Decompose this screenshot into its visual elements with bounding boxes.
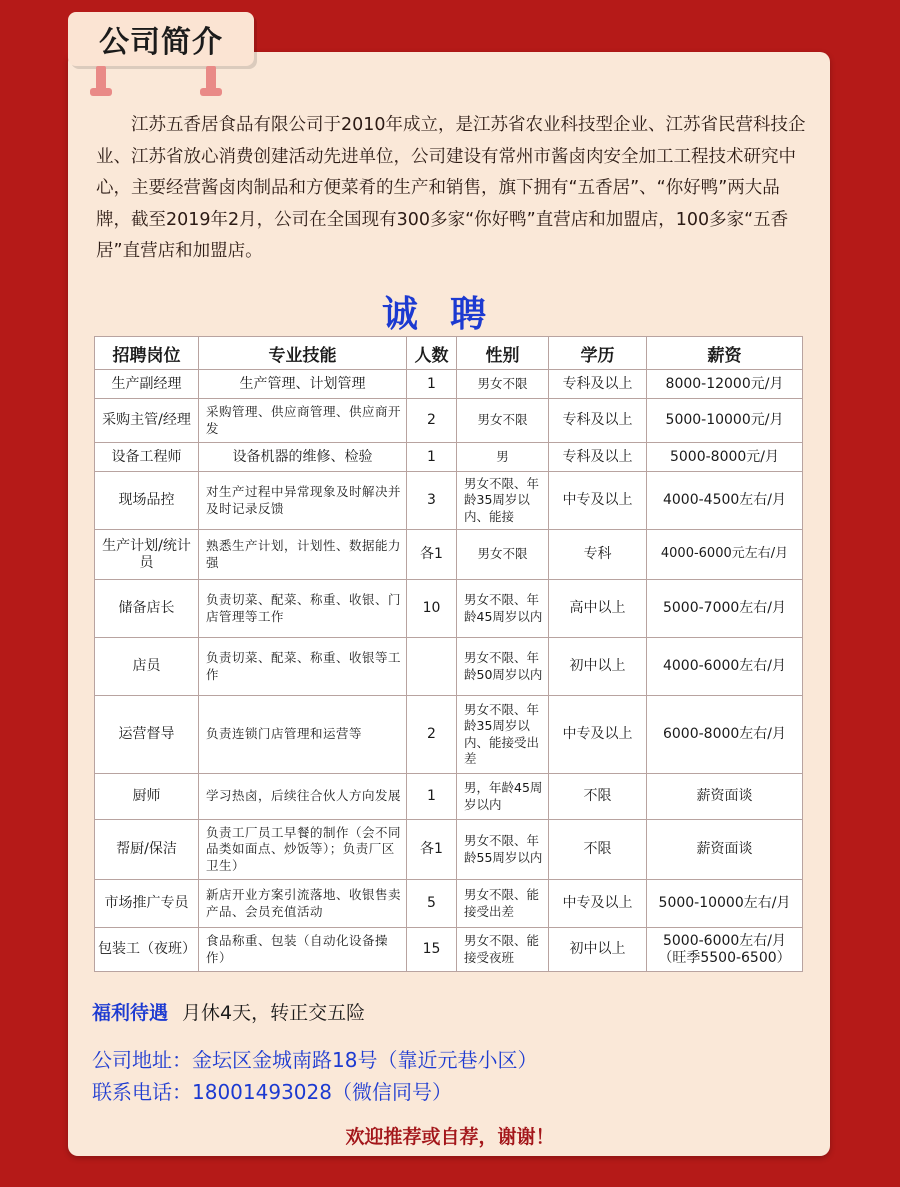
table-row bbox=[95, 928, 803, 972]
section-title: 公司简介 bbox=[99, 25, 223, 60]
cell-count: 1 bbox=[407, 443, 457, 472]
cell-count bbox=[407, 638, 457, 696]
cell-gender: 男女不限、年龄35周岁以内、能接 bbox=[457, 472, 549, 530]
cell-salary: 6000-8000左右/月 bbox=[647, 696, 803, 774]
cell-position: 储备店长 bbox=[95, 580, 199, 638]
cell-education: 专科及以上 bbox=[549, 443, 647, 472]
header-count: 人数 bbox=[407, 337, 457, 370]
section-title-tab bbox=[68, 12, 254, 66]
cell-position: 店员 bbox=[95, 638, 199, 696]
cell-position: 生产计划/统计员 bbox=[95, 530, 199, 580]
cell-salary: 薪资面谈 bbox=[647, 774, 803, 820]
cell-education: 专科及以上 bbox=[549, 370, 647, 399]
cell-gender: 男女不限、能接受出差 bbox=[457, 880, 549, 928]
jobs-table bbox=[94, 336, 803, 972]
cell-position: 帮厨/保洁 bbox=[95, 820, 199, 880]
cell-education: 中专及以上 bbox=[549, 880, 647, 928]
cell-skills: 对生产过程中异常现象及时解决并及时记录反馈 bbox=[199, 472, 407, 530]
cell-count: 3 bbox=[407, 472, 457, 530]
cell-count: 10 bbox=[407, 580, 457, 638]
table-row bbox=[95, 580, 803, 638]
salary-value: 5000-6000左右/月 bbox=[662, 933, 787, 949]
recruit-heading: 诚聘 bbox=[381, 294, 518, 335]
tab-peg-left bbox=[96, 66, 106, 92]
table-row bbox=[95, 443, 803, 472]
company-phone: 联系电话：18001493028（微信同号） bbox=[92, 1080, 452, 1104]
benefits-line bbox=[92, 998, 365, 1025]
cell-salary: 8000-12000元/月 bbox=[647, 370, 803, 399]
header-gender: 性别 bbox=[457, 337, 549, 370]
table-row bbox=[95, 880, 803, 928]
table-row bbox=[95, 774, 803, 820]
cell-skills: 设备机器的维修、检验 bbox=[199, 443, 407, 472]
cell-salary: 4000-4500左右/月 bbox=[647, 472, 803, 530]
cell-gender: 男女不限、能接受夜班 bbox=[457, 928, 549, 972]
cell-salary: 4000-6000元左右/月 bbox=[647, 530, 803, 580]
cell-salary: 5000-10000元/月 bbox=[647, 399, 803, 443]
cell-education: 不限 bbox=[549, 820, 647, 880]
cell-education: 初中以上 bbox=[549, 928, 647, 972]
company-address: 公司地址：金坛区金城南路18号（靠近元巷小区） bbox=[92, 1048, 538, 1072]
table-row bbox=[95, 399, 803, 443]
header-position: 招聘岗位 bbox=[95, 337, 199, 370]
header-skills: 专业技能 bbox=[199, 337, 407, 370]
header-salary: 薪资 bbox=[647, 337, 803, 370]
cell-position: 运营督导 bbox=[95, 696, 199, 774]
company-intro: 江苏五香居食品有限公司于2010年成立，是江苏省农业科技型企业、江苏省民营科技企业、江苏省放心消费创建活动先进单位，公司建设有常州市酱卤肉安全加工工程技术研究中心，主要经营酱卤肉制品和方便菜肴的生产和销售，旗下拥有“五香居”、“你好鸭”两大品牌，截至2019年2月，公司在全国现有300多家“你好鸭”直营店和加盟店，100多家“五香居”直营店和加盟店。 bbox=[96, 115, 806, 261]
cell-skills: 新店开业方案引流落地、收银售卖产品、会员充值活动 bbox=[199, 880, 407, 928]
cell-gender: 男女不限、年龄50周岁以内 bbox=[457, 638, 549, 696]
cell-gender: 男女不限、年龄35周岁以内、能接受出差 bbox=[457, 696, 549, 774]
table-row bbox=[95, 530, 803, 580]
cell-education: 高中以上 bbox=[549, 580, 647, 638]
table-header-row bbox=[95, 337, 803, 370]
cell-position: 设备工程师 bbox=[95, 443, 199, 472]
cell-salary: 5000-8000元/月 bbox=[647, 443, 803, 472]
cell-position: 包装工（夜班） bbox=[95, 928, 199, 972]
cell-skills: 生产管理、计划管理 bbox=[199, 370, 407, 399]
cell-count: 1 bbox=[407, 370, 457, 399]
cell-gender: 男女不限 bbox=[457, 399, 549, 443]
cell-gender: 男，年龄45周岁以内 bbox=[457, 774, 549, 820]
cell-salary bbox=[647, 928, 803, 972]
cell-gender: 男女不限、年龄55周岁以内 bbox=[457, 820, 549, 880]
cell-salary: 5000-7000左右/月 bbox=[647, 580, 803, 638]
cell-education: 专科 bbox=[549, 530, 647, 580]
cell-position: 市场推广专员 bbox=[95, 880, 199, 928]
benefits-label: 福利待遇 bbox=[92, 1002, 169, 1024]
cell-count: 5 bbox=[407, 880, 457, 928]
cell-gender: 男女不限、年龄45周岁以内 bbox=[457, 580, 549, 638]
cell-skills: 采购管理、供应商管理、供应商开发 bbox=[199, 399, 407, 443]
closing-message: 欢迎推荐或自荐，谢谢！ bbox=[345, 1126, 555, 1148]
cell-skills: 负责切菜、配菜、称重、收银、门店管理等工作 bbox=[199, 580, 407, 638]
cell-count: 各1 bbox=[407, 530, 457, 580]
cell-salary: 薪资面谈 bbox=[647, 820, 803, 880]
cell-gender: 男 bbox=[457, 443, 549, 472]
tab-peg-right bbox=[206, 66, 216, 92]
cell-skills: 熟悉生产计划，计划性、数据能力强 bbox=[199, 530, 407, 580]
cell-position: 采购主管/经理 bbox=[95, 399, 199, 443]
cell-count: 15 bbox=[407, 928, 457, 972]
header-education: 学历 bbox=[549, 337, 647, 370]
cell-count: 2 bbox=[407, 696, 457, 774]
cell-count: 各1 bbox=[407, 820, 457, 880]
cell-salary: 4000-6000左右/月 bbox=[647, 638, 803, 696]
cell-skills: 食品称重、包装（自动化设备操作） bbox=[199, 928, 407, 972]
cell-education: 中专及以上 bbox=[549, 472, 647, 530]
cell-gender: 男女不限 bbox=[457, 370, 549, 399]
table-row bbox=[95, 370, 803, 399]
table-row bbox=[95, 472, 803, 530]
cell-position: 现场品控 bbox=[95, 472, 199, 530]
cell-skills: 负责工厂员工早餐的制作（会不同品类如面点、炒饭等）；负责厂区卫生） bbox=[199, 820, 407, 880]
cell-education: 不限 bbox=[549, 774, 647, 820]
cell-education: 初中以上 bbox=[549, 638, 647, 696]
cell-education: 中专及以上 bbox=[549, 696, 647, 774]
cell-position: 生产副经理 bbox=[95, 370, 199, 399]
table-row bbox=[95, 638, 803, 696]
cell-education: 专科及以上 bbox=[549, 399, 647, 443]
cell-skills: 负责连锁门店管理和运营等 bbox=[199, 696, 407, 774]
cell-skills: 负责切菜、配菜、称重、收银等工作 bbox=[199, 638, 407, 696]
cell-skills: 学习热卤，后续往合伙人方向发展 bbox=[199, 774, 407, 820]
table-row bbox=[95, 696, 803, 774]
salary-note: （旺季5500-6500） bbox=[658, 949, 791, 966]
table-row bbox=[95, 820, 803, 880]
cell-gender: 男女不限 bbox=[457, 530, 549, 580]
cell-salary: 5000-10000左右/月 bbox=[647, 880, 803, 928]
benefits-text: 月休4天，转正交五险 bbox=[182, 1002, 366, 1024]
cell-position: 厨师 bbox=[95, 774, 199, 820]
cell-count: 1 bbox=[407, 774, 457, 820]
cell-count: 2 bbox=[407, 399, 457, 443]
